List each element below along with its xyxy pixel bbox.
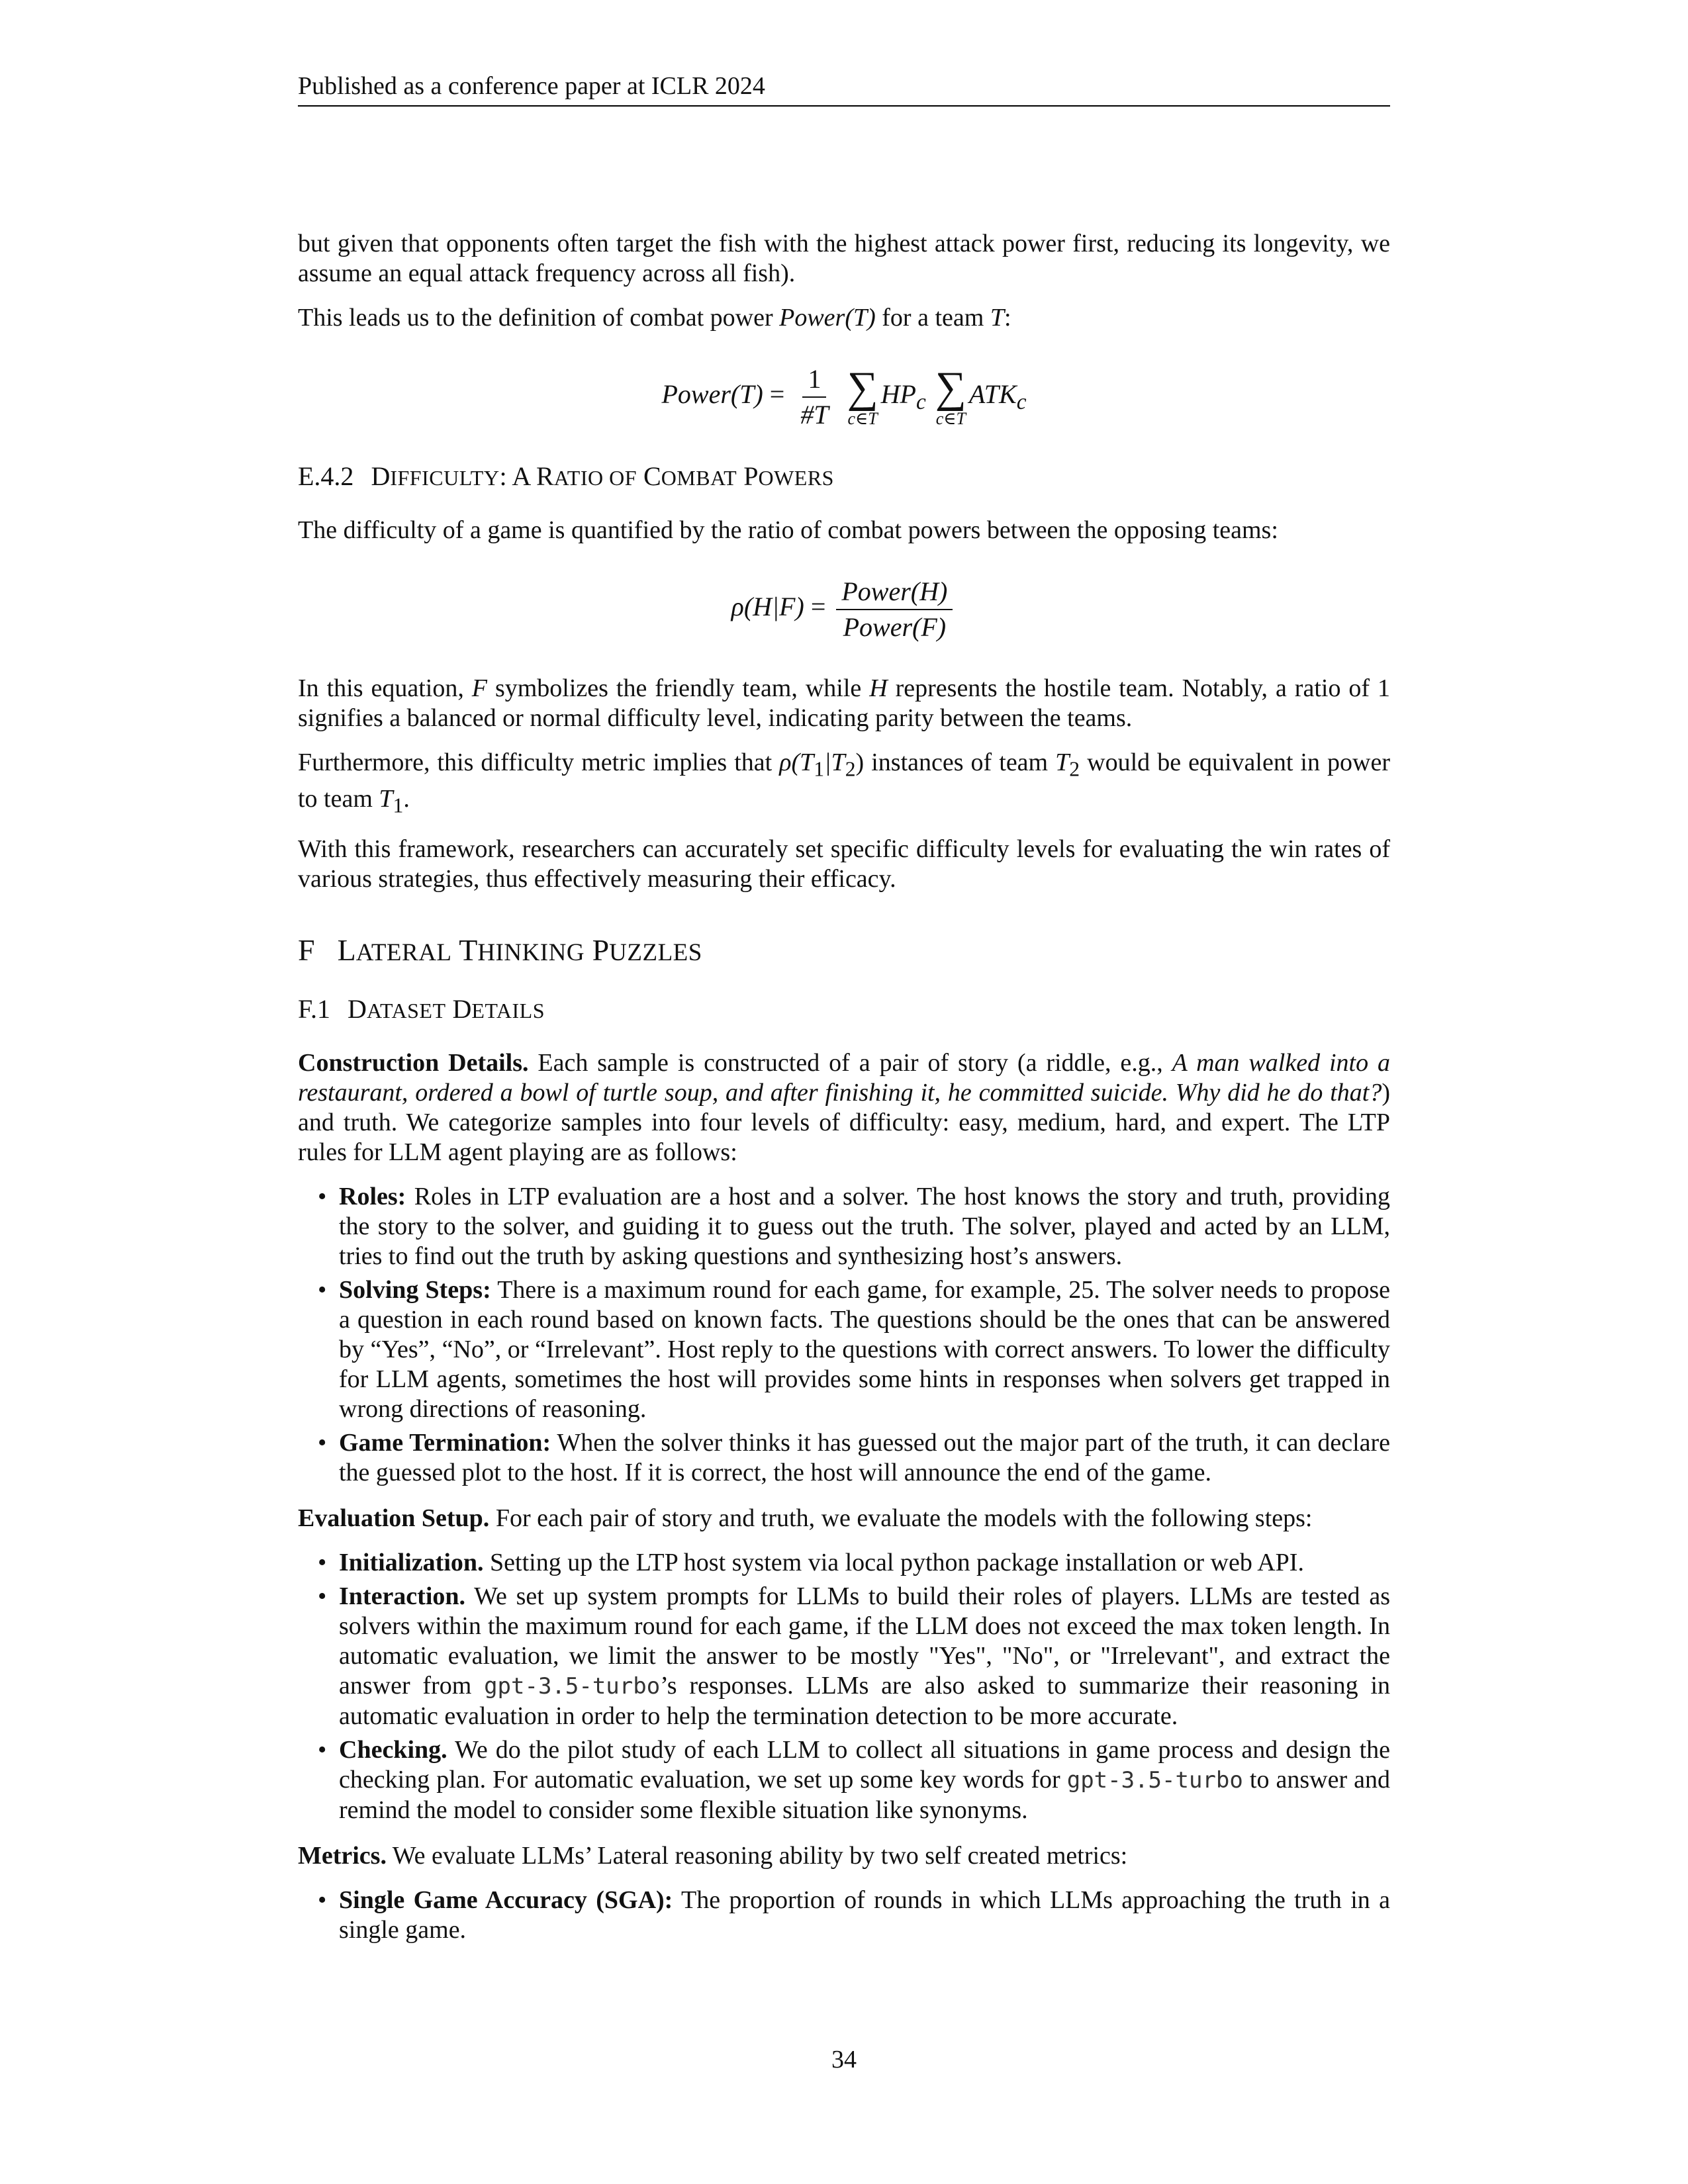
difficulty-intro-paragraph: The difficulty of a game is quantified by the ratio of combat powers between the opposing teams: — [298, 516, 1278, 544]
sum-operator: ∑ c∈T — [935, 363, 966, 428]
equation-difficulty-ratio: ρ(H|F) = $\frac{\text{Power(H)}}{\text{Power(F)}}$ — [298, 576, 1390, 643]
list-item: • Single Game Accuracy (SGA): The proportion of rounds in which LLMs approaching the truth in a single game. — [298, 1886, 1390, 1945]
evaluation-setup-paragraph: Evaluation Setup. For each pair of story and truth, we evaluate the models with the following steps: — [298, 1504, 1313, 1533]
list-item: • Solving Steps: There is a maximum round for each game, for example, 25. The solver needs to propose a question in each round based on known facts. The questions should be the ones that can be answered by “Yes”, “No”, or “Irrelevant”. Host reply to the questions with correct answers. To lower the difficulty for LLM agents, sometimes the host will provides some hints in responses when solvers get trapped in wrong directions of reasoning. — [298, 1275, 1390, 1424]
framework-paragraph: With this framework, researchers can accurately set specific difficulty levels for evaluating the win rates of various strategies, thus effectively measuring their efficacy. — [298, 835, 1390, 893]
ltp-rules-list — [298, 1182, 1390, 1488]
fraction-power-ratio: $\frac{\text{Power(H)}}{\text{Power(F)}}$ — [836, 576, 953, 643]
page-body — [298, 229, 1390, 1961]
equation-explanation-paragraph: In this equation, F symbolizes the friendly team, while H represents the hostile team. Notably, a ratio of 1 signifies a balanced or normal difficulty level, indicating parity between the teams. — [298, 674, 1391, 732]
subsection-heading-e42: E.4.2 DIFFICULTY: A RATIO OF COMBAT POWERS — [298, 461, 834, 491]
furthermore-paragraph: Furthermore, this difficulty metric implies that $\rho(T_1|T_2)$ instances of team $T_2$ would be equivalent in power to team $T_1$. — [298, 749, 1390, 817]
power-intro-paragraph: This leads us to the definition of combat power Power(T) for a team T: — [298, 304, 1011, 332]
equation-combat-power: Power(T) = $\frac{1}{\#T}$ ∑ c∈T $HP_c$ ∑ c∈T $ATK_c$ — [661, 363, 1027, 430]
fraction-one-over-T: $\frac{1}{\#T}$ — [800, 364, 829, 430]
code-model-name: gpt-3.5-turbo — [1066, 1767, 1243, 1794]
running-header: Published as a conference paper at ICLR 2024 — [298, 71, 1390, 107]
section-heading-f: F LATERAL THINKING PUZZLES — [298, 933, 702, 968]
list-item: • Initialization. Setting up the LTP host system via local python package installation or web API. — [298, 1548, 1390, 1578]
metrics-paragraph: Metrics. We evaluate LLMs’ Lateral reasoning ability by two self created metrics: — [298, 1842, 1128, 1870]
list-item: • Checking. We do the pilot study of each LLM to collect all situations in game process and design the checking plan. For automatic evaluation, we set up some key words for gpt-3.5-turbo to answer and remind the model to consider some flexible situation like synonyms. — [298, 1735, 1390, 1825]
math-power-T: Power(T) — [779, 304, 876, 332]
evaluation-steps-list — [298, 1548, 1390, 1825]
subsection-heading-f1: F.1 DATASET DETAILS — [298, 994, 545, 1024]
code-model-name: gpt-3.5-turbo — [484, 1673, 661, 1700]
list-item: • Interaction. We set up system prompts for LLMs to build their roles of players. LLMs are tested as solvers within the maximum round for each game, if the LLM does not exceed the max token length. In automatic evaluation, we limit the answer to be mostly "Yes", "No", or "Irrelevant", and extract the answer from gpt-3.5-turbo’s responses. LLMs are also asked to summarize their reasoning in automatic evaluation in order to help the termination detection to be more accurate. — [298, 1582, 1390, 1731]
list-item: • Roles: Roles in LTP evaluation are a host and a solver. The host knows the story and truth, providing the story to the solver, and guiding it to guess out the truth. The solver, played and acted by an LLM, tries to find out the truth by asking questions and synthesizing host’s answers. — [298, 1182, 1390, 1271]
intro-paragraph: but given that opponents often target the fish with the highest attack power first, reducing its longevity, we assume an equal attack frequency across all fish). — [298, 230, 1390, 287]
page-number: 34 — [831, 2046, 857, 2073]
sum-operator: ∑ c∈T — [847, 363, 878, 428]
metrics-list — [298, 1886, 1390, 1945]
math-T: T — [990, 304, 1004, 332]
construction-details-paragraph: Construction Details. Each sample is constructed of a pair of story (a riddle, e.g., A man walked into a restaurant, ordered a bowl of turtle soup, and after finishing it, he committed suicide. Why did he do that?) and truth. We categorize samples into four levels of difficulty: easy, medium, hard, and expert. The LTP rules for LLM agent playing are as follows: — [298, 1049, 1390, 1167]
list-item: • Game Termination: When the solver thinks it has guessed out the major part of the truth, it can declare the guessed plot to the host. If it is correct, the host will announce the end of the game. — [298, 1428, 1390, 1488]
